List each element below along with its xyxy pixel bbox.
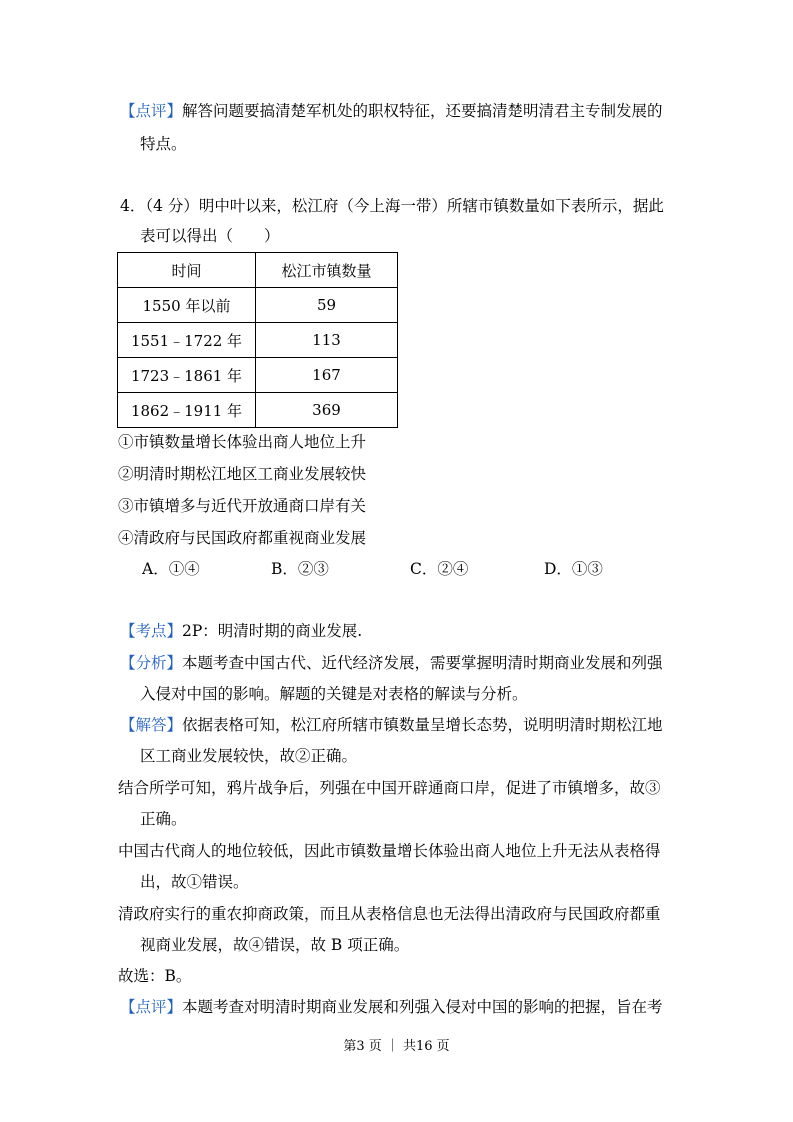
kaodian-line <box>120 620 362 642</box>
para2-line-2: 出，故①错误。 <box>140 873 249 891</box>
table-cell: 369 <box>256 393 398 428</box>
statement-4: ④清政府与民国政府都重视商业发展 <box>118 529 367 547</box>
kaodian-text: 2P：明清时期的商业发展. <box>182 622 363 640</box>
fenxi-tag: 【分析】 <box>120 654 183 672</box>
jieda-line-1 <box>120 714 663 736</box>
fenxi-line-1 <box>120 652 663 674</box>
table-header-cell: 松江市镇数量 <box>256 253 398 288</box>
review-text-1: 解答问题要搞清楚军机处的职权特征，还要搞清楚明清君主专制发展的 <box>182 102 663 120</box>
dianping-line <box>120 996 663 1018</box>
para3-line-2: 视商业发展，故④错误，故 B 项正确。 <box>140 936 410 954</box>
fenxi-text-1: 本题考查中国古代、近代经济发展，需要掌握明清时期商业发展和列强 <box>182 654 663 672</box>
option-c: C．②④ <box>410 560 469 578</box>
statement-1: ①市镇数量增长体验出商人地位上升 <box>118 433 367 451</box>
question-stem-line-2: 表可以得出（ ） <box>140 227 280 245</box>
table-cell: 113 <box>256 323 398 358</box>
statement-3: ③市镇增多与近代开放通商口岸有关 <box>118 497 367 515</box>
para3-line-1: 清政府实行的重农抑商政策，而且从表格信息也无法得出清政府与民国政府都重 <box>118 905 661 923</box>
table-header-row <box>118 253 398 288</box>
statement-2: ②明清时期松江地区工商业发展较快 <box>118 465 367 483</box>
answer-line: 故选：B。 <box>118 967 192 985</box>
para2-line-1: 中国古代商人的地位较低，因此市镇数量增长体验出商人地位上升无法从表格得 <box>118 842 661 860</box>
table-row <box>118 323 398 358</box>
table-cell: 167 <box>256 358 398 393</box>
jieda-text-1: 依据表格可知，松江府所辖市镇数量呈增长态势，说明明清时期松江地 <box>182 716 663 734</box>
para1-line-1: 结合所学可知，鸦片战争后，列强在中国开辟通商口岸，促进了市镇增多，故③ <box>118 779 661 797</box>
table-cell: 1862﹣1911 年 <box>118 393 256 428</box>
kaodian-tag: 【考点】 <box>120 622 183 640</box>
table-row <box>118 288 398 323</box>
table-header-cell: 时间 <box>118 253 256 288</box>
table-cell: 59 <box>256 288 398 323</box>
review-line-2: 特点。 <box>140 135 187 153</box>
question-stem-line-1: 4．（4 分）明中叶以来，松江府（今上海一带）所辖市镇数量如下表所示，据此 <box>120 197 664 215</box>
review-line-1 <box>120 100 663 122</box>
table-cell: 1550 年以前 <box>118 288 256 323</box>
table-cell: 1723﹣1861 年 <box>118 358 256 393</box>
dianping-text: 本题考查对明清时期商业发展和列强入侵对中国的影响的把握，旨在考 <box>182 998 663 1016</box>
town-count-table <box>117 252 398 428</box>
option-d: D．①③ <box>544 560 603 578</box>
dianping-tag: 【点评】 <box>120 998 183 1016</box>
page-footer: 第3 页 ｜ 共16 页 <box>343 1039 450 1054</box>
jieda-tag: 【解答】 <box>120 716 183 734</box>
fenxi-line-2: 入侵对中国的影响。解题的关键是对表格的解读与分析。 <box>140 685 528 703</box>
review-tag: 【点评】 <box>120 102 183 120</box>
table-row <box>118 393 398 428</box>
table-row <box>118 358 398 393</box>
option-a: A．①④ <box>142 560 200 578</box>
table-cell: 1551﹣1722 年 <box>118 323 256 358</box>
para1-line-2: 正确。 <box>140 810 187 828</box>
option-b: B．②③ <box>271 560 329 578</box>
jieda-line-2: 区工商业发展较快，故②正确。 <box>140 747 358 765</box>
